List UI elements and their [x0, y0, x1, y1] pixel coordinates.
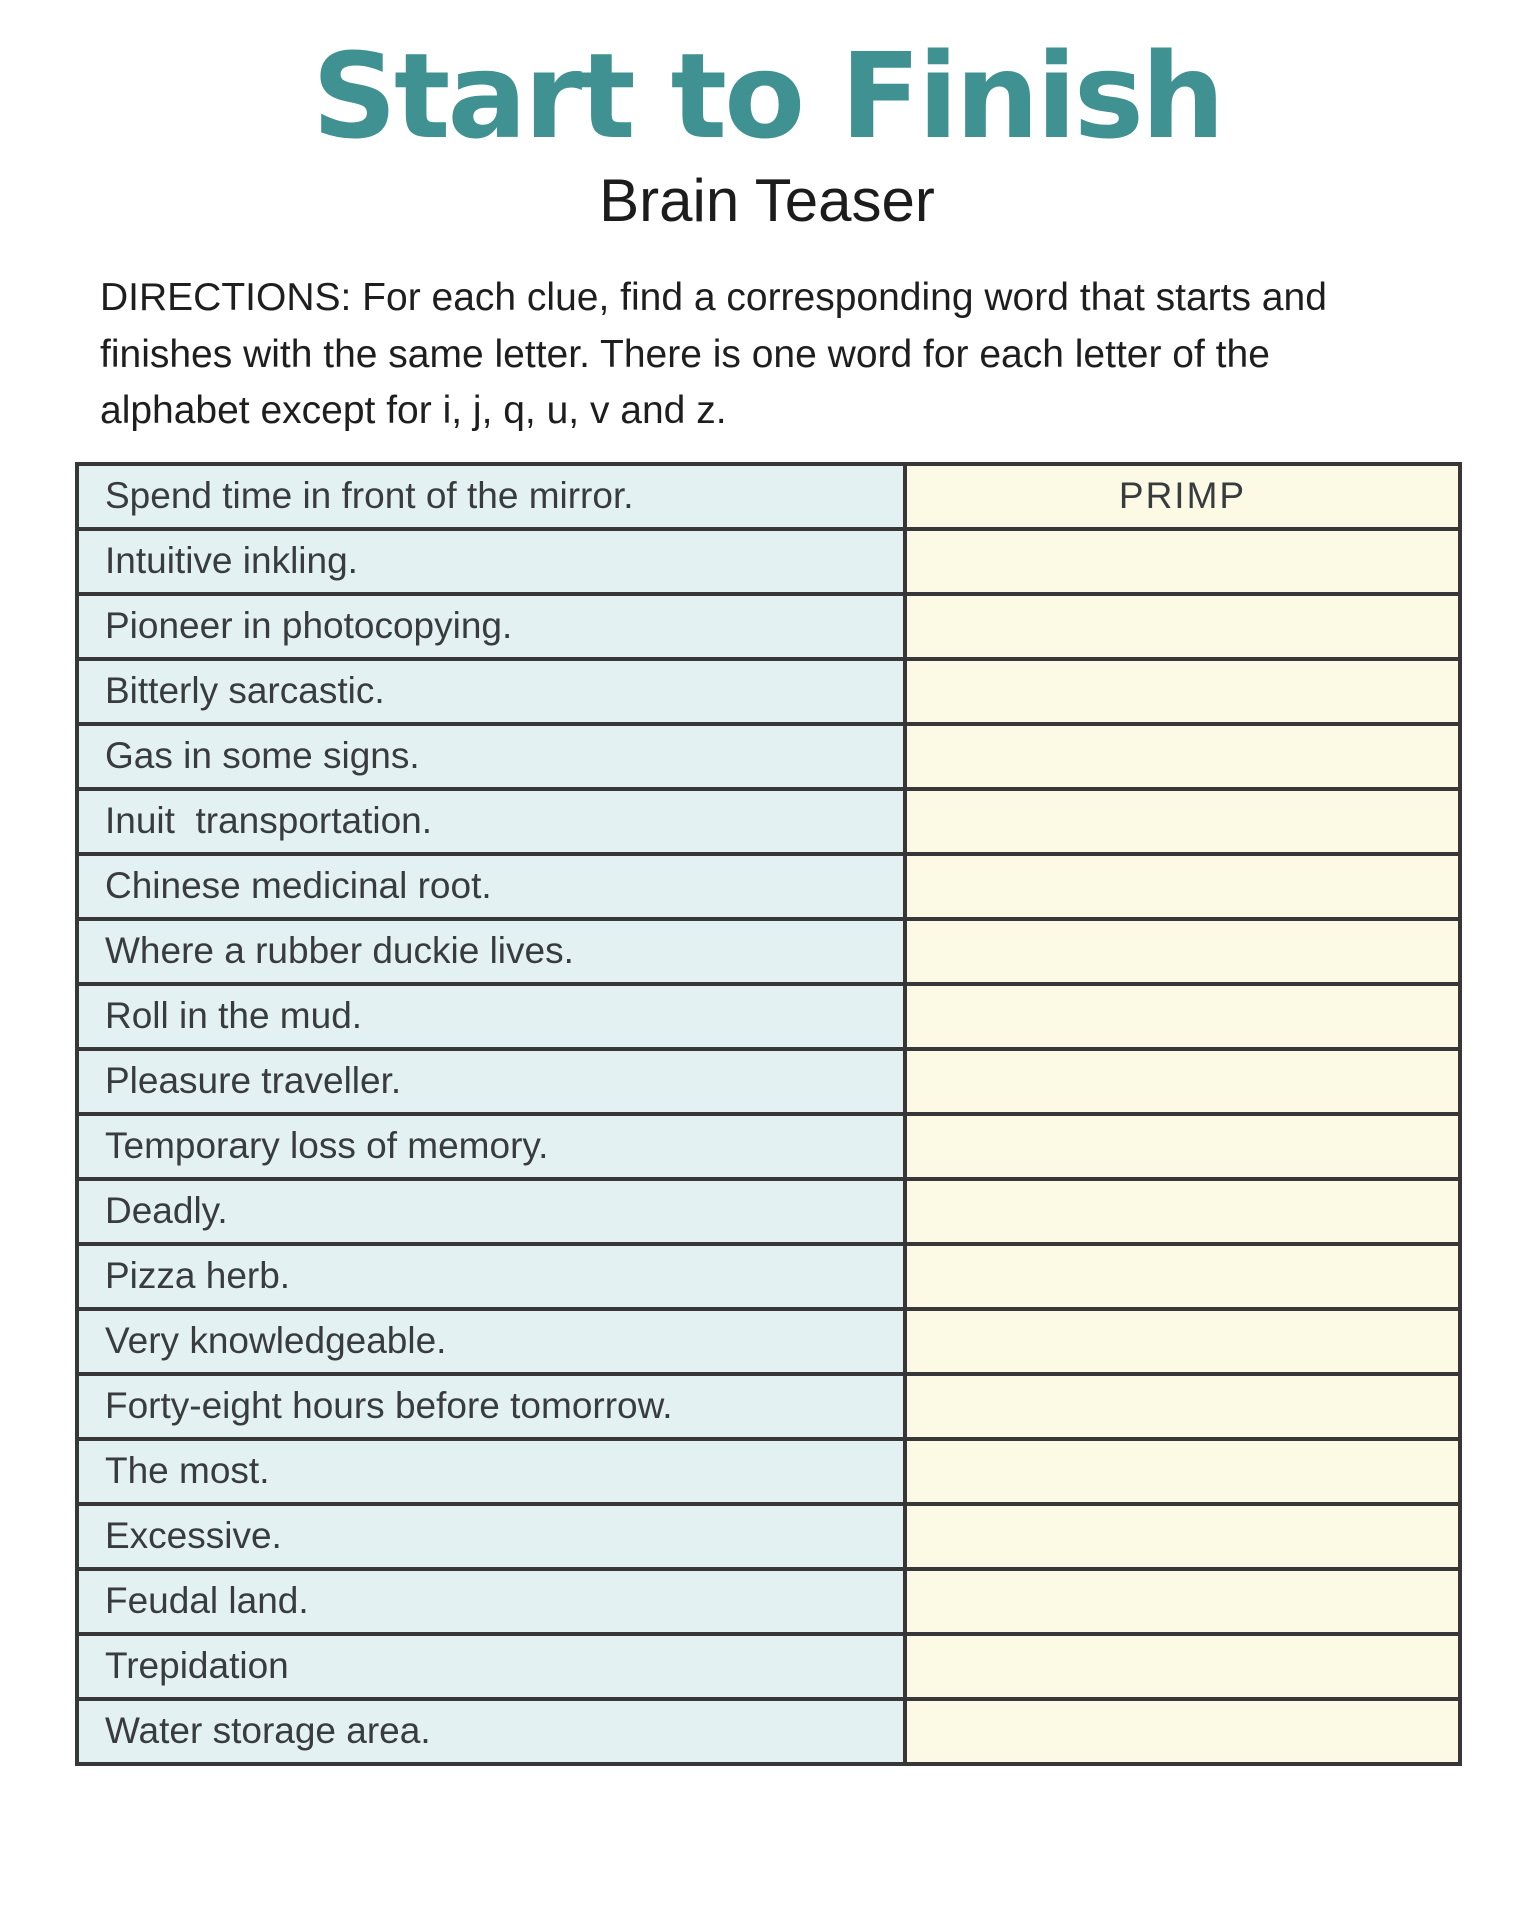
table-row: [77, 659, 1460, 724]
directions-text: [100, 270, 1534, 440]
table-row: [77, 984, 1460, 1049]
page-title: Start to Finish: [311, 27, 1222, 165]
table-row: [77, 1634, 1460, 1699]
table-row: [77, 1569, 1460, 1634]
clue-cell: Pleasure traveller.: [77, 1049, 905, 1114]
answer-cell[interactable]: [905, 529, 1460, 594]
answer-cell[interactable]: [905, 1634, 1460, 1699]
clue-cell: Water storage area.: [77, 1699, 905, 1764]
table-row: [77, 1114, 1460, 1179]
page-subtitle: Brain Teaser: [599, 167, 935, 235]
answer-cell[interactable]: [905, 1309, 1460, 1374]
clue-cell: Forty-eight hours before tomorrow.: [77, 1374, 905, 1439]
answer-cell[interactable]: [905, 1244, 1460, 1309]
answer-cell[interactable]: [905, 1114, 1460, 1179]
answer-cell[interactable]: [905, 1504, 1460, 1569]
answer-cell[interactable]: [905, 1179, 1460, 1244]
answer-cell[interactable]: [905, 1374, 1460, 1439]
answer-cell[interactable]: PRIMP: [905, 464, 1460, 529]
directions-line-3: alphabet except for i, j, q, u, v and z.: [100, 389, 727, 433]
table-row: [77, 1049, 1460, 1114]
puzzle-table: [75, 462, 1462, 1766]
clue-cell: Chinese medicinal root.: [77, 854, 905, 919]
directions-line-2: finishes with the same letter. There is one word for each letter of the: [100, 332, 1270, 376]
clue-cell: Inuit transportation.: [77, 789, 905, 854]
table-row: [77, 789, 1460, 854]
answer-cell[interactable]: [905, 789, 1460, 854]
table-row: [77, 1244, 1460, 1309]
clue-cell: Deadly.: [77, 1179, 905, 1244]
clue-cell: Very knowledgeable.: [77, 1309, 905, 1374]
answer-cell[interactable]: [905, 659, 1460, 724]
table-row: [77, 1504, 1460, 1569]
clue-cell: Trepidation: [77, 1634, 905, 1699]
clue-cell: Pioneer in photocopying.: [77, 594, 905, 659]
table-row: [77, 464, 1460, 529]
answer-cell[interactable]: [905, 854, 1460, 919]
clue-cell: Pizza herb.: [77, 1244, 905, 1309]
table-row: [77, 1699, 1460, 1764]
table-row: [77, 854, 1460, 919]
clue-cell: Where a rubber duckie lives.: [77, 919, 905, 984]
answer-cell[interactable]: [905, 1569, 1460, 1634]
clue-cell: Bitterly sarcastic.: [77, 659, 905, 724]
clue-cell: Intuitive inkling.: [77, 529, 905, 594]
answer-cell[interactable]: [905, 594, 1460, 659]
answer-cell[interactable]: [905, 984, 1460, 1049]
table-row: [77, 594, 1460, 659]
clue-cell: Spend time in front of the mirror.: [77, 464, 905, 529]
clue-cell: Temporary loss of memory.: [77, 1114, 905, 1179]
table-row: [77, 919, 1460, 984]
answer-cell[interactable]: [905, 724, 1460, 789]
table-row: [77, 529, 1460, 594]
clue-cell: Excessive.: [77, 1504, 905, 1569]
table-row: [77, 724, 1460, 789]
table-row: [77, 1374, 1460, 1439]
answer-cell[interactable]: [905, 919, 1460, 984]
table-row: [77, 1439, 1460, 1504]
directions-line-1: DIRECTIONS: For each clue, find a corresponding word that starts and: [100, 276, 1327, 320]
answer-cell[interactable]: [905, 1049, 1460, 1114]
table-row: [77, 1179, 1460, 1244]
clue-cell: Gas in some signs.: [77, 724, 905, 789]
clue-cell: Feudal land.: [77, 1569, 905, 1634]
clue-cell: Roll in the mud.: [77, 984, 905, 1049]
answer-cell[interactable]: [905, 1699, 1460, 1764]
table-row: [77, 1309, 1460, 1374]
puzzle-table-body: [77, 464, 1460, 1764]
answer-cell[interactable]: [905, 1439, 1460, 1504]
clue-cell: The most.: [77, 1439, 905, 1504]
